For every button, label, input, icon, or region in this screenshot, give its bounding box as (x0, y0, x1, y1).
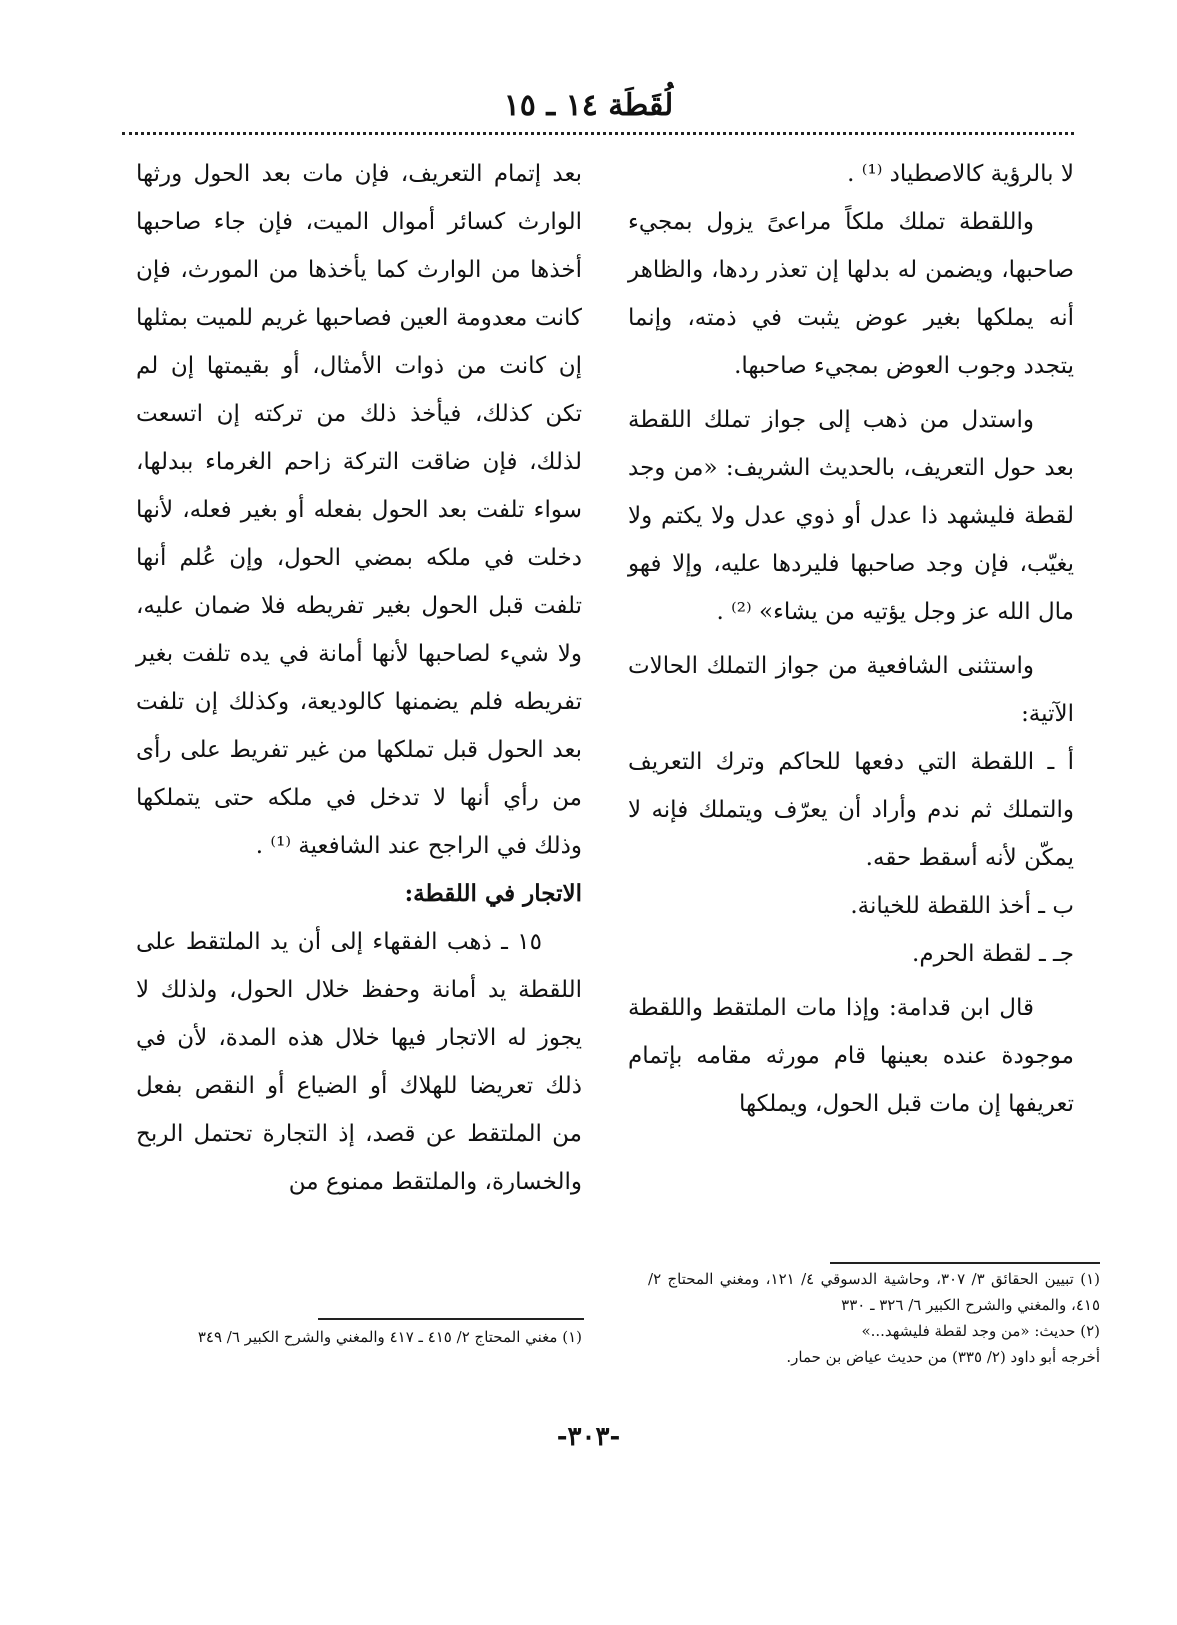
footnote: (٢) حديث: «من وجد لقطة فليشهد...» (861, 1322, 1100, 1340)
footnote: أخرجه أبو داود (٢/ ٣٣٥) من حديث عياض بن حمار. (786, 1348, 1100, 1366)
paragraph: لا بالرؤية كالاصطياد ⁽¹⁾ . (847, 161, 1074, 187)
page-header-title: لُقَطَة ١٤ ـ ١٥ (503, 88, 674, 123)
list-item: ب ـ أخذ اللقطة للخيانة. (850, 893, 1074, 919)
header-dotted-rule (122, 132, 1074, 135)
paragraph: قال ابن قدامة: وإذا مات الملتقط واللقطة موجودة عنده بعينها قام مورثه مقامه بإتمام تعريفها إن مات قبل الحول، ويملكها (628, 995, 1074, 1117)
paragraph: بعد إتمام التعريف، فإن مات بعد الحول ورثها الوارث كسائر أموال الميت، فإن جاء صاحبها أخذها من الوارث كما يأخذها من المورث، فإن كانت معدومة العين فصاحبها غريم للميت بمثلها إن كانت من ذوات الأمثال، أو بقيمتها إن لم تكن كذلك، فيأخذ ذلك من تركته إن اتسعت لذلك، فإن ضاقت التركة زاحم الغرماء ببدلها، سواء تلفت بعد الحول بفعله أو بغير فعله، لأنها دخلت في ملكه بمضي الحول، وإن عُلم أنها تلفت قبل الحول بغير تفريطه فلا ضمان عليه، ولا شيء لصاحبها لأنها أمانة في يده تلفت بغير تفريطه فلم يضمنها كالوديعة، وكذلك إن تلفت بعد الحول قبل تملكها من غير تفريط على رأى من رأي أنها لا تدخل في ملكه حتى يتملكها وذلك في الراجح عند الشافعية ⁽¹⁾ . (136, 161, 582, 859)
left-column (136, 150, 582, 1206)
list-item: جـ ـ لقطة الحرم. (912, 941, 1074, 967)
right-column (628, 150, 1074, 1128)
footnote-rule-right (830, 1262, 1100, 1264)
footnotes-left (136, 1324, 582, 1350)
footnote-rule-left (318, 1318, 584, 1320)
footnotes-right (648, 1266, 1100, 1370)
footnote: (١) تبيين الحقائق ٣/ ٣٠٧، وحاشية الدسوقي ٤/ ١٢١، ومغني المحتاج ٢/ ٤١٥، والمغني والشرح الكبير ٦/ ٣٢٦ ـ ٣٣٠ (648, 1270, 1100, 1314)
paragraph: واستدل من ذهب إلى جواز تملك اللقطة بعد حول التعريف، بالحديث الشريف: «من وجد لقطة فليشهد ذا عدل أو ذوي عدل ولا يكتم ولا يغيّب، فإن وجد صاحبها فليردها عليه، وإلا فهو مال الله عز وجل يؤتيه من يشاء» ⁽²⁾ . (628, 407, 1074, 625)
paragraph: واستثنى الشافعية من جواز التملك الحالات الآتية: (628, 653, 1074, 727)
list-item: أ ـ اللقطة التي دفعها للحاكم وترك التعريف والتملك ثم ندم وأراد أن يعرّف ويتملك فإنه لا يمكّن لأنه أسقط حقه. (628, 749, 1074, 871)
page-number: -٣٠٣- (556, 1422, 621, 1452)
paragraph: واللقطة تملك ملكاً مراعىً يزول بمجيء صاحبها، ويضمن له بدلها إن تعذر ردها، والظاهر أنه يملكها بغير عوض يثبت في ذمته، وإنما يتجدد وجوب العوض بمجيء صاحبها. (628, 209, 1074, 379)
section-heading: الاتجار في اللقطة: (404, 880, 582, 907)
paragraph: ١٥ ـ ذهب الفقهاء إلى أن يد الملتقط على اللقطة يد أمانة وحفظ خلال الحول، ولذلك لا يجوز له الاتجار فيها خلال هذه المدة، لأن في ذلك تعريضا للهلاك أو الضياع أو النقص بفعل من الملتقط عن قصد، إذ التجارة تحتمل الربح والخسارة، والملتقط ممنوع من (136, 929, 582, 1195)
footnote: (١) مغني المحتاج ٢/ ٤١٥ ـ ٤١٧ والمغني والشرح الكبير ٦/ ٣٤٩ (197, 1328, 582, 1346)
